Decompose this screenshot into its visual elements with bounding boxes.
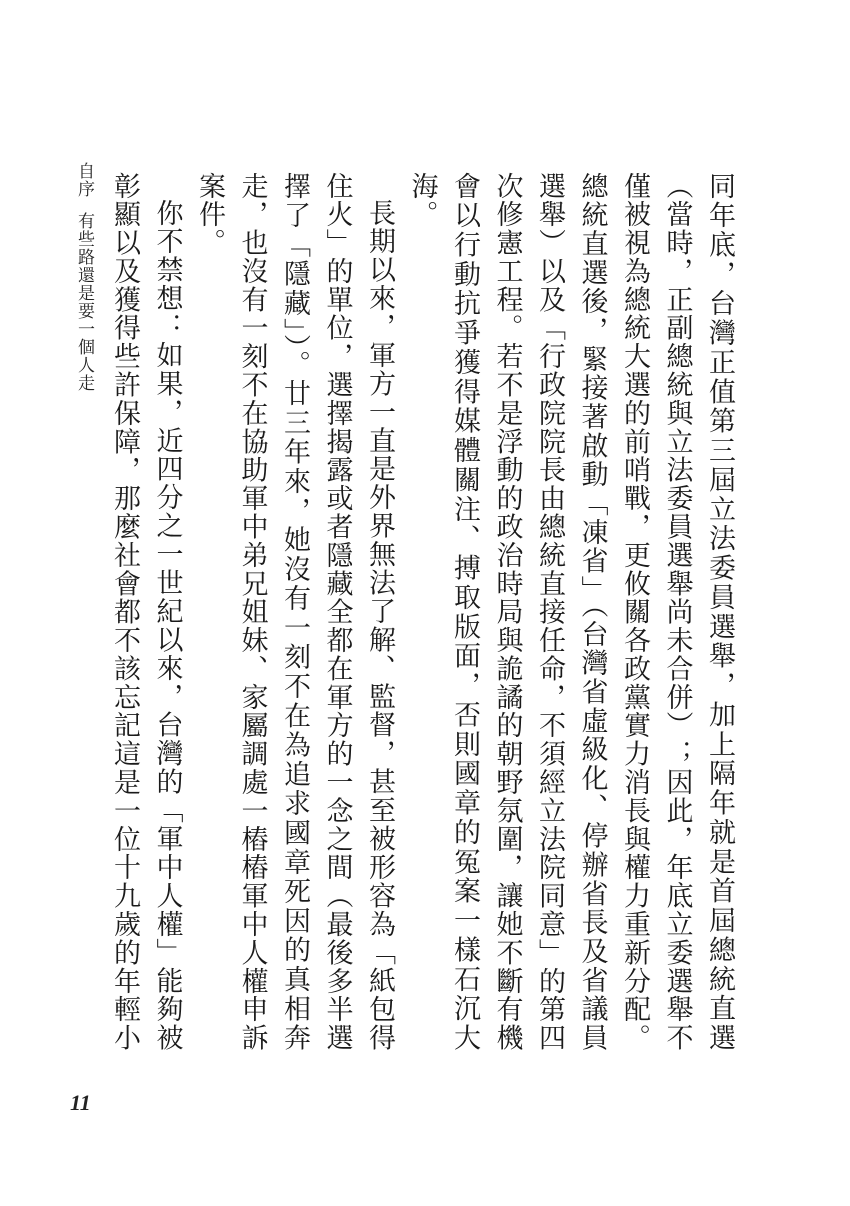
body-text xyxy=(100,172,740,1052)
running-head-title: 有些路還是要一個人走 xyxy=(74,212,94,392)
paragraph-continued: 同年底，台灣正值第三屆立法委員選舉，加上隔年就是首屆總統直選（當時，正副總統與立法委員選舉尚未合併）；因此，年底立委選舉不僅被視為總統大選的前哨戰，更攸關各政黨實力消長與權力重新分配。總統直選後，緊接著啟動「凍省」（台灣省虛級化、停辦省長及省議員選舉）以及「行政院院長由總統直接任命，不須經立法院同意」的第四次修憲工程。若不是浮動的政治時局與詭譎的朝野氛圍，讓她不斷有機會以行動抗爭獲得媒體關注、搏取版面，否則國章的冤案一樣石沉大海。 xyxy=(406,172,735,1052)
paragraph: 長期以來，軍方一直是外界無法了解、監督，甚至被形容為「紙包得住火」的單位，選擇揭露或者隱藏全都在軍方的一念之間（最後多半選擇了「隱藏」）。廿三年來，她沒有一刻不在為追求國章死因的真相奔走，也沒有一刻不在協助軍中弟兄姐妹、家屬調處一樁樁軍中人權申訴案件。 xyxy=(194,172,395,1052)
running-head-chapter: 自序 xyxy=(74,162,94,198)
paragraph: 你不禁想：如果，近四分之一世紀以來，台灣的「軍中人權」能夠被彰顯以及獲得些許保障，那麼社會都不該忘記這是一位十九歲的年輕小 xyxy=(109,172,183,1052)
running-head xyxy=(72,162,97,422)
page-number: 11 xyxy=(70,1090,91,1115)
